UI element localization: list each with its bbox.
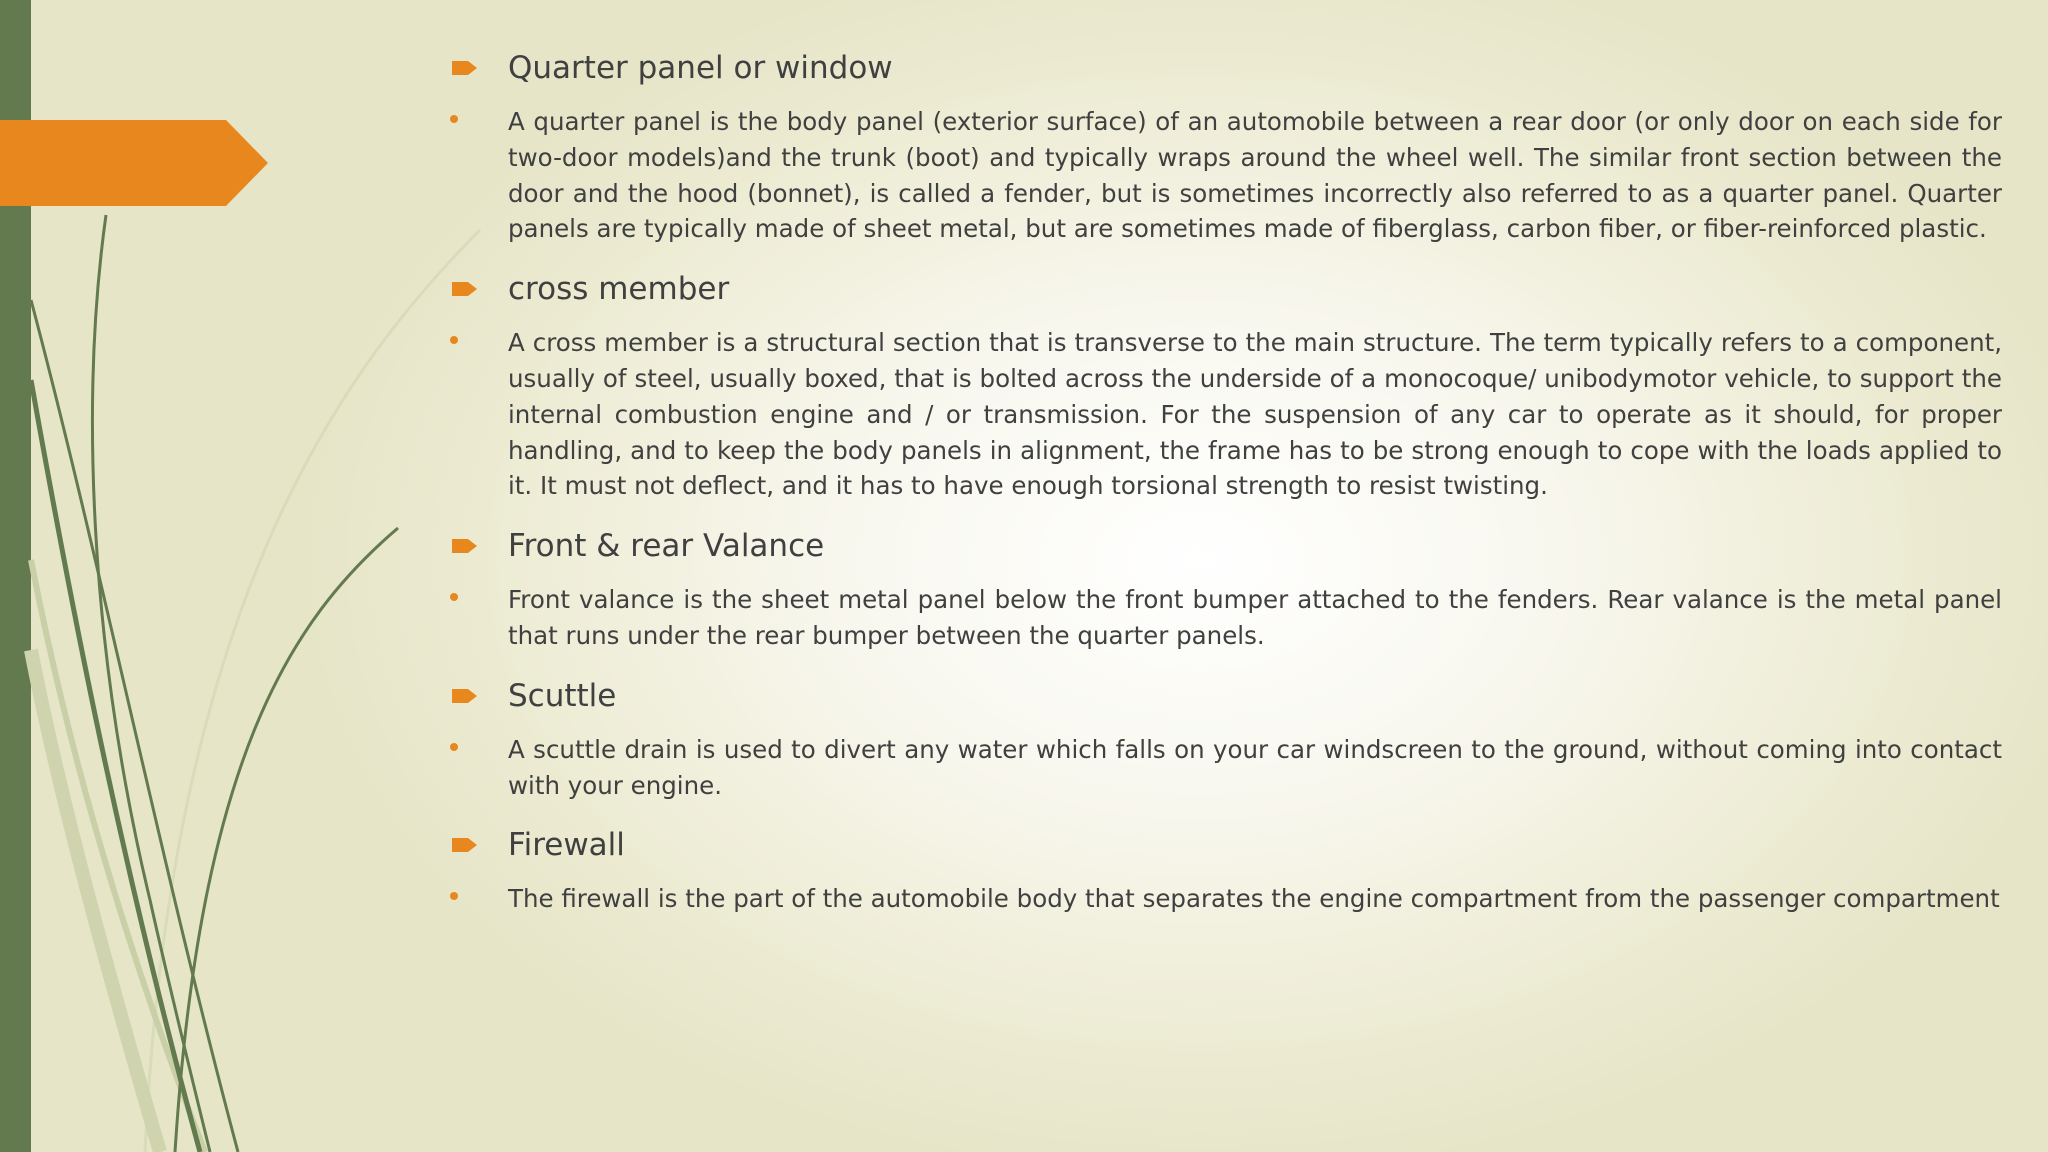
dot-bullet-icon — [450, 892, 458, 900]
dot-bullet-icon — [450, 743, 458, 751]
section-body-row — [446, 732, 2002, 804]
section-body-row — [446, 325, 2002, 504]
section-heading: Front & rear Valance — [508, 528, 825, 565]
section-body-row — [446, 104, 2002, 247]
section-body: A quarter panel is the body panel (exterior surface) of an automobile between a rear door (or only door on each side for two-door models)and the trunk (boot) and typically wraps around the wheel well. The similar front section between the door and the hood (bonnet), is called a fender, but is sometimes incorrectly also referred to as a quarter panel. Quarter panels are typically made of sheet metal, but are sometimes made of fiberglass, carbon fiber, or fiber-reinforced plastic. — [508, 107, 2002, 244]
orange-arrow-accent — [0, 120, 270, 206]
section-heading-row — [446, 265, 2002, 313]
section-body: A cross member is a structural section that is transverse to the main structure. The term typically refers to a component, usually of steel, usually boxed, that is bolted across the underside of a monocoque/ unibodymotor vehicle, to support the internal combustion engine and / or transmission. For the suspension of any car to operate as it should, for proper handling, and to keep the body panels in alignment, the frame has to be strong enough to cope with the loads applied to it. It must not deflect, and it has to have enough torsional strength to resist twisting. — [508, 328, 2002, 501]
slide-content — [446, 44, 2002, 935]
section-heading: Firewall — [508, 827, 625, 864]
arrow-bullet-icon — [452, 686, 478, 706]
dot-bullet-icon — [450, 593, 458, 601]
dot-bullet-icon — [450, 115, 458, 123]
section-body: The firewall is the part of the automobile body that separates the engine compartment from the passenger compartment — [508, 884, 2000, 914]
section-heading-row — [446, 522, 2002, 570]
section-body: Front valance is the sheet metal panel below the front bumper attached to the fenders. Rear valance is the metal panel that runs under the rear bumper between the quarter panels. — [508, 585, 2002, 650]
section-firewall — [446, 821, 2002, 917]
arrow-bullet-icon — [452, 58, 478, 78]
section-valance — [446, 522, 2002, 654]
arrow-bullet-icon — [452, 279, 478, 299]
section-cross-member — [446, 265, 2002, 504]
section-heading: Quarter panel or window — [508, 50, 893, 86]
section-quarter-panel — [446, 44, 2002, 247]
section-heading-row — [446, 44, 2002, 92]
section-body-row — [446, 582, 2002, 654]
section-heading-row — [446, 672, 2002, 720]
arrow-bullet-icon — [452, 835, 478, 855]
dot-bullet-icon — [450, 336, 458, 344]
section-heading-row — [446, 821, 2002, 869]
arrow-bullet-icon — [452, 536, 478, 556]
section-body-row — [446, 881, 2002, 917]
section-heading: cross member — [508, 271, 730, 308]
section-body: A scuttle drain is used to divert any water which falls on your car windscreen to the ground, without coming into contact with your engine. — [508, 734, 2002, 800]
section-scuttle — [446, 672, 2002, 804]
section-heading: Scuttle — [508, 677, 617, 714]
